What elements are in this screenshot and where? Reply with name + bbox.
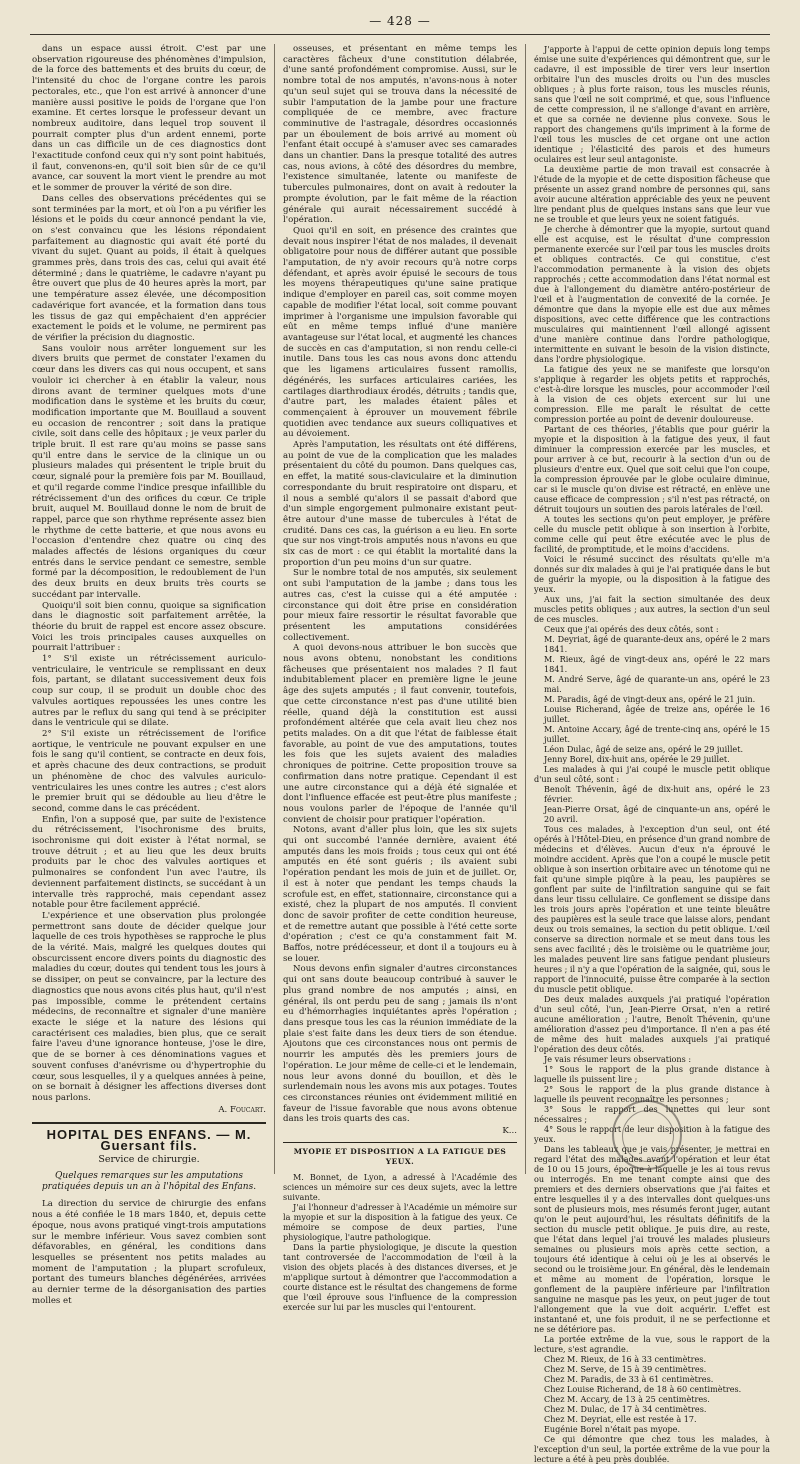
- list-item: Chez M. Paradis, de 33 à 61 centimètres.: [544, 1374, 714, 1384]
- list-item: Jenny Borel, dix-huit ans, opérée le 29 juillet.: [544, 754, 730, 764]
- list-item: M. Rieux, âgé de vingt-deux ans, opéré le 22 mars 1841.: [544, 654, 770, 674]
- paragraph: M. Bonnet, de Lyon, a adressé à l'Académie des sciences un mémoire sur ces deux sujets, avec la lettre suivante.: [283, 1172, 517, 1203]
- library-stamp: [612, 1100, 682, 1170]
- column-1: [32, 44, 266, 1306]
- paragraph: Partant de ces théories, j'établis que pour guérir la myopie et la disposition à la fatigue des yeux, il faut diminuer la compression exercée par les muscles, et pour arriver à ce but, recourir à la section d'un ou de plusieurs d'entre eux. Quel que soit celui que l'on coupe, la compression éprouvée par le globe oculaire diminue, car si le muscle qu'on divise est rétracté, en enlève une cause efficace de compression ; s'il n'est pas rétracté, on détruit toujours un soutien des parois latérales de l'œil.: [534, 424, 770, 514]
- section-title: HOPITAL DES ENFANS. — M. Guersant fils.: [32, 1122, 266, 1151]
- column-divider: [274, 44, 275, 1174]
- list-item: M. André Serve, âgé de quarante-un ans, opéré le 23 mai.: [544, 674, 770, 694]
- list-item: Benoît Thévenin, âgé de dix-huit ans, opéré le 23 février.: [544, 784, 770, 804]
- section-subtitle: Service de chirurgie.: [98, 1153, 200, 1165]
- column-3: [534, 44, 770, 1464]
- paragraph: Sur le nombre total de nos amputés, six seulement ont subi l'amputation de la jambe ; dans tous les autres cas, c'est la cuisse qui a été amputée : circonstance qui doit être prise en considération pour mieux faire ressortir le résultat favorable que présentent les amputations considérées collectivement.: [283, 568, 517, 643]
- paragraph: La fatigue des yeux ne se manifeste que lorsqu'on s'applique à regarder les objets petits et rapprochés, c'est-à-dire lorsque les muscles, pour accommoder l'œil à la vision de ces objets exercent sur lui une compression. Elle me paraît le résultat de cette compression portée au point de devenir douloureuse.: [534, 364, 770, 424]
- paragraph: 4° Sous le rapport de leur disposition à la fatigue des yeux.: [534, 1124, 770, 1144]
- paragraph: 2° Sous le rapport de la plus grande distance à laquelle ils peuvent reconnaître les personnes ;: [534, 1084, 770, 1104]
- column-2: [283, 44, 517, 1313]
- paragraph: Quoiqu'il soit bien connu, quoique sa signification dans le diagnostic soit parfaitement arrêtée, la théorie du bruit de rappel est encore assez obscure. Voici les trois principales causes auxquelles on pourrait l'attribuer :: [32, 600, 266, 654]
- paragraph: 1° S'il existe un rétrécissement auriculo-ventriculaire, le ventricule se remplissant en deux fois, partant, se dilatant successivement deux fois coup sur coup, il se produit un double choc des valvules aortiques repoussées les unes contre les autres par le reflux du sang qui tend à se précipiter dans le ventricule qui se dilate.: [32, 654, 266, 729]
- paragraph: Des deux malades auxquels j'ai pratiqué l'opération d'un seul côté, l'un, Jean-Pierre Orsat, n'en a retiré aucune amélioration ; l'autre, Benoît Thévenin, qu'une amélioration d'assez peu d'importance. Il n'en a pas été de même des huit malades auxquels j'ai pratiqué l'opération des deux côtés.: [534, 994, 770, 1054]
- paragraph: A quoi devons-nous attribuer le bon succès que nous avons obtenu, nonobstant les conditions fâcheuses que présentaient nos malades ? Il faut indubitablement placer en première ligne le jeune âge des sujets amputés ; il faut convenir, toutefois, que cette circonstance n'est pas d'une utilité bien réelle, quand déjà la constitution est aussi profondément altérée que cela avait lieu chez nos petits malades. On a dit que l'état de faiblesse était favorable, au point de vue des amputations, toutes les fois que les sujets avaient des maladies chroniques de poitrine. Cette proposition trouve sa confirmation dans notre pratique. Cependant il est une autre circonstance qui a déjà été signalée et dont l'influence effacée est peut-être plus manifeste ; nous voulons parler de l'époque de l'année qu'il convient de choisir pour pratiquer l'opération.: [283, 643, 517, 825]
- list-item: Chez M. Dulac, de 17 à 34 centimètres.: [544, 1404, 707, 1414]
- paragraph: Notons, avant d'aller plus loin, que les six sujets qui ont succombé l'année dernière, avaient été amputés dans les mois froids ; tous ceux qui ont été amputés en été sont guéris ; ils avaient subi l'opération pendant les mois de juin et de juillet. Or, il est à noter que pendant les temps chauds la scrofule est, en effet, stationnaire, circonstance qui a existé, chez la plupart de nos amputés. Il convient donc de savoir profiter de cette condition heureuse, et de remettre autant que possible à l'été cette sorte d'opération ; c'est ce qu'a constamment fait M. Baffos, notre prédécesseur, et dont il a toujours eu à se louer.: [283, 825, 517, 964]
- paragraph: Quoi qu'il en soit, en présence des craintes que devait nous inspirer l'état de nos malades, il devenait obligatoire pour nous de différer autant que possible l'amputation, de n'y avoir recours qu'à notre corps défendant, et après avoir épuisé le secours de tous les moyens thérapeutiques qu'une saine pratique indique d'employer en pareil cas, soit comme moyen capable de modifier l'état local, soit comme pouvant imprimer à l'organisme une impulsion favorable qui eût en même temps influé d'une manière avantageuse sur l'état local, et augmenté les chances de succès en cas d'amputation, si non rendu celle-ci inutile. Dans tous les cas nous avons donc attendu que les ligamens articulaires fussent ramollis, dégénérés, les surfaces articulaires cariées, les cartilages diarthrodiaux érodés, détruits ; tandis que, d'autre part, les malades étaient pâles et commençaient à éprouver un mouvement fébrile quotidien avec tendance aux sueurs colliquatives et au dévoiement.: [283, 225, 517, 440]
- paragraph: Enfin, l'on a supposé que, par suite de l'existence du rétrécissement, l'isochronisme des bruits, isochronisme qui doit exister à l'état normal, se trouve détruit ; et au lieu que les deux bruits produits par le choc des valvules aortiques et pulmonaires se confondent l'un avec l'autre, ils deviennent parfaitement distincts, se succédant à un intervalle très rapproché, mais cependant assez notable pour être facilement apprécié.: [32, 814, 266, 911]
- article-title: MYOPIE ET DISPOSITION A LA FATIGUE DES YEUX.: [283, 1142, 517, 1168]
- paragraph: Dans les tableaux que je vais présenter, je mettrai en regard l'état des malades avant l'opération et leur état de 10 ou 15 jours, époque à laquelle je les ai tous revus ou interrogés. En me tenant compte ainsi que des premiers et des derniers observations que j'ai faites et entre lesquelles il y a des intervalles dont quelques-uns sont de plusieurs mois, mes résumés feront juger, autant qu'on le peut aujourd'hui, les résultats définitifs de la section du muscle petit oblique. Je puis dire, au reste, que l'état dans lequel j'ai trouvé les malades plusieurs semaines ou plusieurs mois après cette section, a toujours été identique à celui où je les ai observés le second ou le troisième jour. En général, dès le lendemain et même au moment de l'opération, lorsque le gonflement de la paupière inférieure par l'infiltration sanguine ne masque pas les yeux, on peut juger de tout l'allongement que la vue doit acquérir. L'effet est instantané et, une fois produit, il ne se perfectionne et ne se détériore pas.: [534, 1144, 770, 1334]
- paragraph: La deuxième partie de mon travail est consacrée à l'étude de la myopie et de cette disposition fâcheuse que présente un assez grand nombre de personnes qui, sans avoir aucune altération appréciable des yeux ne peuvent lire pendant plus de quelques instans sans que leur vue ne se trouble et que leurs yeux ne soient fatigués.: [534, 164, 770, 224]
- paragraph: A toutes les sections qu'on peut employer, je préfère celle du muscle petit oblique à son insertion à l'orbite, comme celle qui peut être exécutée avec le plus de facilité, de promptitude, et le moins d'accidens.: [534, 514, 770, 554]
- list-item: Jean-Pierre Orsat, âgé de cinquante-un ans, opéré le 20 avril.: [544, 804, 770, 824]
- paragraph: Tous ces malades, à l'exception d'un seul, ont été opérés à l'Hôtel-Dieu, en présence d'un grand nombre de médecins et d'élèves. Aucun d'eux n'a éprouvé le moindre accident. Après que l'on a coupé le muscle petit oblique à son insertion orbitaire avec un ténotome qui ne fait qu'une simple piqûre à la peau, les paupières se gonflent par suite de l'infiltration sanguine qui se fait dans leur tissu cellulaire. Ce gonflement se dissipe dans les trois jours après l'opération et une teinte bleuâtre des paupières est la seule trace que laisse alors, pendant deux ou trois semaines, la section du petit oblique. L'œil conserve sa direction normale et se meut dans tous les sens avec facilité ; dès le troisième ou le quatrième jour, les malades peuvent lire sans fatigue pendant plusieurs heures ; il n'y a que l'opération de la saignée, qui, sous le rapport de l'innocuité, puisse être comparée à la section du muscle petit oblique.: [534, 824, 770, 994]
- page-number: — 428 —: [369, 14, 431, 28]
- article-heading: Quelques remarques sur les amputations pratiquées depuis un an à l'hôpital des Enfans.: [41, 1171, 257, 1193]
- paragraph: Dans la partie physiologique, je discute la question tant controversée de l'accommodation de l'œil à la vision des objets placés à des distances diverses, et je m'applique surtout à démontrer que l'accommodation a courte distance est le résultat des changemens de forme que l'œil éprouve sous l'influence de la compression exercée sur lui par les muscles qui l'entourent.: [283, 1242, 517, 1313]
- paragraph: Voici le résumé succinct des résultats qu'elle m'a donnés sur dix malades à qui je l'ai pratiquée dans le but de guérir la myopie, ou la disposition à la fatigue des yeux.: [534, 554, 770, 594]
- list-item: Chez Louise Richerand, de 18 à 60 centimètres.: [544, 1384, 742, 1394]
- paragraph: La portée extrême de la vue, sous le rapport de la lecture, s'est agrandie.: [534, 1334, 770, 1354]
- list-item: Louise Richerand, âgée de treize ans, opérée le 16 juillet.: [544, 704, 770, 724]
- paragraph: dans un espace aussi étroit. C'est par une observation rigoureuse des phénomènes d'impulsion, de la force des battements et des bruits du cœur, de l'intensité du choc de l'organe contre les parois pectorales, etc., que l'on est arrivé à annoncer d'une manière aussi positive le poids de l'organe que l'on examine. Et certes lorsque le professeur devant un nombreux auditoire, dans lequel trop souvent il pourrait compter plus d'un ardent ennemi, porte dans un cas difficile un de ces diagnostics dont l'exactitude confond ceux qui n'y sont point habitués, il faut, convenons-en, qu'il soit bien sûr de ce qu'il avance, car souvent la mort vient le prendre au mot et le sommer de prouver la vérité de son dire.: [32, 44, 266, 194]
- paragraph: J'apporte à l'appui de cette opinion depuis long temps émise une suite d'expériences qui démontrent que, sur le cadavre, il est impossible de tirer vers leur insertion orbitaire l'un des muscles droits ou l'un des muscles obliques ; à plus forte raison, tous les muscles réunis, sans que l'œil ne soit comprimé, et que, sous l'influence de cette compression, il ne s'allonge d'avant en arrière, et que sa cornée ne devienne plus convexe. Sous le rapport des changemens qu'ils impriment à la forme de l'œil tous les muscles de cet organe ont une action identique ; l'élasticité des parois et des humeurs oculaires est leur seul antagoniste.: [534, 44, 770, 164]
- stamp-inner-ring: [622, 1110, 674, 1162]
- list-item: Léon Dulac, âgé de seize ans, opéré le 29 juillet.: [544, 744, 744, 754]
- paragraph: Ceux que j'ai opérés des deux côtés, sont :: [544, 624, 719, 634]
- column-divider: [525, 44, 526, 1174]
- paragraph: J'ai l'honneur d'adresser à l'Académie un mémoire sur la myopie et sur la disposition à la fatigue des yeux. Ce mémoire se compose de deux parties, l'une physiologique, l'autre pathologique.: [283, 1202, 517, 1243]
- list-item: M. Antoine Accary, âgé de trente-cinq ans, opéré le 15 juillet.: [544, 724, 770, 744]
- paragraph: Je vais résumer leurs observations :: [544, 1054, 692, 1064]
- author-signature: K...: [502, 1126, 517, 1137]
- paragraph: La direction du service de chirurgie des enfans nous a été confiée le 18 mars 1840, et, depuis cette époque, nous avons pratiqué vingt-trois amputations sur le membre inférieur. Vous savez combien sont défavorables, en général, les conditions dans lesquelles se présentent nos petits malades au moment de l'amputation ; la plupart scrofuleux, portant des tumeurs blanches dégénérées, arrivées au dernier terme de la désorganisation des parties molles et: [32, 1199, 266, 1306]
- paragraph: 3° Sous le rapport des lunettes qui leur sont nécessaires ;: [534, 1104, 770, 1124]
- paragraph: Je cherche à démontrer que la myopie, surtout quand elle est acquise, est le résultat d'une compression permanente exercée sur l'œil par tous les muscles droits et obliques contractés. Ce qui constitue, c'est l'accommodation permanente à la vision des objets rapprochés ; cette accommodation dans l'état normal est due à l'allongement du diamètre antéro-postérieur de l'œil et à l'augmentation de convexité de la cornée. Je démontre que dans la myopie elle est due aux mêmes dispositions, avec cette différence que les contractions musculaires qui maintiennent l'œil allongé agissent d'une manière continue dans l'ordre pathologique, intermittente en suivant le besoin de la vision distincte, dans l'ordre physiologique.: [534, 224, 770, 364]
- list-item: Chez M. Deyriat, elle est restée à 17.: [544, 1414, 697, 1424]
- patient-list-one-side: [534, 784, 770, 824]
- paragraph: L'expérience et une observation plus prolongée permettront sans doute de décider quelque jour laquelle de ces trois hypothèses se rapproche le plus de la vérité. Mais, malgré les quelques doutes qui obscurcissent encore divers points du diagnostic des maladies du cœur, doutes qui tendent tous les jours à se dissiper, on peut se convaincre, par la lecture des diagnostics que nous avons cités plus haut, qu'il n'est pas impossible, comme le prétendent certains médecins, de reconnaître et signaler d'une manière exacte le siége et la nature des lésions qui caractérisent ces maladies, bien plus, que ce serait faire l'aveu d'une ignorance honteuse, j'ose le dire, que de se borner à ces dénominations vagues et souvent confuses d'anévrisme ou d'hypertrophie du cœur, sous lesquelles, il y a quelques années à peine, on se bornait à désigner les affections diverses dont nous parlons.: [32, 910, 266, 1103]
- paragraph: Ce qui démontre que chez tous les malades, à l'exception d'un seul, la portée extrême de la vue pour la lecture a été à peu près doublée.: [534, 1434, 770, 1464]
- paragraph: Sans vouloir nous arrêter longuement sur les divers bruits que permet de constater l'examen du cœur dans les divers cas qui nous occupent, et sans vouloir ici chercher à en établir la valeur, nous dirons avant de terminer quelques mots d'une modification dans le système et les bruits du cœur, modification importante que M. Bouillaud a souvent eu occasion de rencontrer ; soit dans la pratique civile, soit dans celle des hôpitaux ; je veux parler du triple bruit. Il est rare qu'au moins se passe sans qu'il entre dans le service de la clinique un ou plusieurs malades qui présentent le triple bruit du cœur, signalé pour la première fois par M. Bouillaud, et qu'il regarde comme l'indice presque infaillible du rétrécissement d'un des orifices du cœur. Ce triple bruit, auquel M. Bouillaud donne le nom de bruit de rappel, parce que son rhythme représente assez bien le rhythme de cette batterie, et que nous avons eu l'occasion d'entendre chez quatre ou cinq des malades affectés de lésions organiques du cœur entrés dans le service pendant ce semestre, semble formé par la décomposition, le redoublement de l'un des deux bruits en deux bruits très courts se succédant par intervalle.: [32, 343, 266, 600]
- list-item: Eugénie Borel n'était pas myope.: [544, 1424, 681, 1434]
- list-item: Chez M. Accary, de 13 à 25 centimètres.: [544, 1394, 710, 1404]
- paragraph: Dans celles des observations précédentes qui se sont terminées par la mort, et où l'on a pu vérifier les lésions et le poids du cœur annoncé pendant la vie, on s'est convaincu que les lésions répondaient parfaitement au diagnostic qui avait été porté du vivant du sujet. Quant au poids, il était à quelques grammes près, dans trois des cas, celui qui avait été déterminé ; dans le quatrième, le cadavre n'ayant pu être ouvert que plus de 40 heures après la mort, par une température assez élevée, une décomposition cadavérique fort avancée, et la formation dans tous les tissus de gaz qui empêchaient d'en apprécier exactement le poids et le volume, ne permirent pas de vérifier la précision du diagnostic.: [32, 193, 266, 343]
- patient-list-both-sides: [534, 634, 770, 764]
- paragraph: Les malades à qui j'ai coupé le muscle petit oblique d'un seul côté, sont :: [534, 764, 770, 784]
- paragraph: osseuses, et présentant en même temps les caractères fâcheux d'une constitution délabrée, d'une santé profondément compromise. Aussi, sur le nombre total de nos amputés, n'avons-nous à noter qu'un seul sujet qui se trouva dans la nécessité de subir l'amputation de la jambe pour une fracture compliquée de ce membre, avec fracture comminutive de l'astragale, désordres occasionnés par un éboulement de bois arrivé au moment où l'enfant était occupé à s'amuser avec ses camarades dans un chantier. Dans la presque totalité des autres cas, nous avions, à côté des désordres du membre, l'existence simultanée, latente ou manifeste de tubercules pulmonaires, dont on avait à redouter la prompte évolution, par le fait même de la réaction générale qui aurait nécessairement succédé à l'opération.: [283, 44, 517, 226]
- author-signature: A. Foucart.: [218, 1104, 266, 1115]
- paragraph: Nous devons enfin signaler d'autres circonstances qui ont sans doute beaucoup contribué à sauver le plus grand nombre de nos amputés ; ainsi, en général, ils ont perdu peu de sang ; jamais ils n'ont eu d'hémorrhagies inquiétantes après l'opération ; dans presque tous les cas la réunion immédiate de la plaie s'est faite dans les deux tiers de son étendue. Ajoutons que ces circonstances nous ont permis de nourrir les amputés dès les premiers jours de l'opération. Le jour même de celle-ci et le lendemain, nous leur avons donné du bouillon, et dès le surlendemain nous les avons mis aux potages. Toutes ces circonstances réunies ont évidemment militié en faveur de l'issue favorable que nous avons obtenue dans les trois quarts des cas.: [283, 964, 517, 1125]
- results-list: [534, 1354, 770, 1434]
- list-item: Chez M. Rieux, de 16 à 33 centimètres.: [544, 1354, 707, 1364]
- header-rule: [30, 34, 770, 35]
- paragraph: Après l'amputation, les résultats ont été différens, au point de vue de la complication que les malades présentaient du côté du poumon. Dans quelques cas, en effet, la matité sous-claviculaire et la diminution correspondante du bruit respiratoire ont disparu, et il nous a semblé qu'alors il se passait d'abord que d'un simple engorgement pulmonaire existant peut-être autour d'une masse de tubercules à l'état de crudité. Dans ces cas, la guérison a eu lieu. En sorte que sur nos vingt-trois amputés nous n'avons eu que six cas de mort : ce qui établit la mortalité dans la proportion d'un peu moins d'un sur quatre.: [283, 440, 517, 568]
- list-item: M. Paradis, âgé de vingt-deux ans, opéré le 21 juin.: [544, 694, 756, 704]
- list-item: M. Deyriat, âgé de quarante-deux ans, opéré le 2 mars 1841.: [544, 634, 770, 654]
- paragraph: Aux uns, j'ai fait la section simultanée des deux muscles petits obliques ; aux autres, la section d'un seul de ces muscles.: [534, 594, 770, 624]
- list-item: Chez M. Serve, de 15 à 39 centimètres.: [544, 1364, 707, 1374]
- paragraph: 2° S'il existe un rétrécissement de l'orifice aortique, le ventricule ne pouvant expulser en une fois le sang qu'il contient, se contracte en deux fois, et après chacune des deux contractions, se produit un phénomène de choc des valvules auriculo-ventriculaires les unes contre les autres ; c'est alors le premier bruit qui se dédouble au lieu d'être le second, comme dans le cas précédent.: [32, 729, 266, 814]
- paragraph: 1° Sous le rapport de la plus grande distance à laquelle ils puissent lire ;: [534, 1064, 770, 1084]
